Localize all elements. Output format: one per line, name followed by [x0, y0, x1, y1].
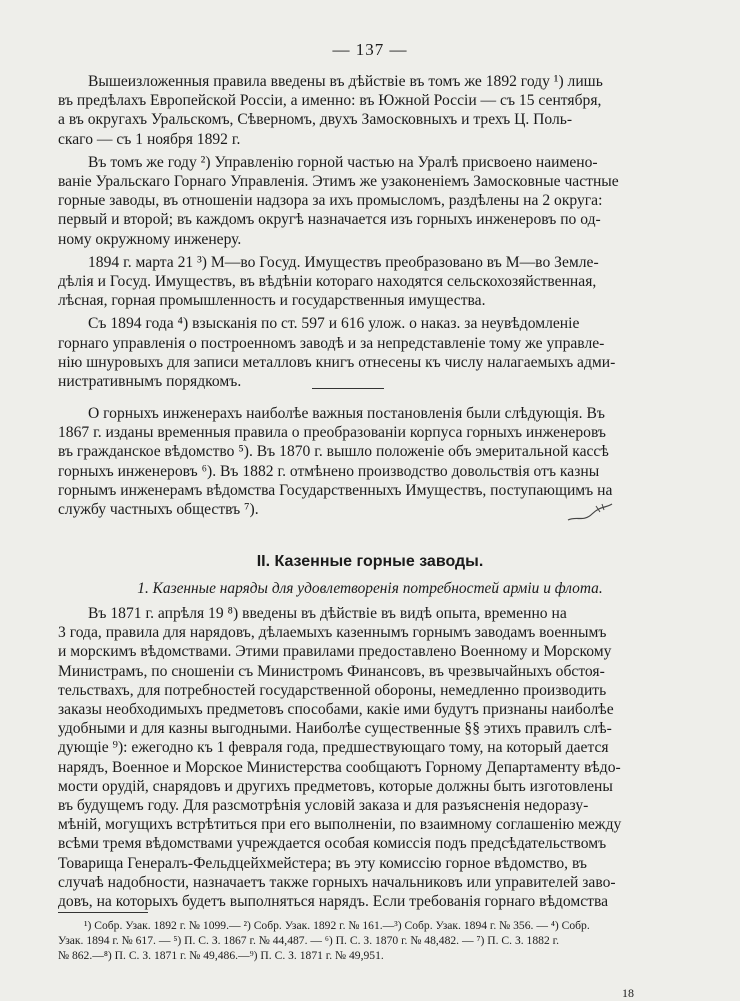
- text-line: а въ округахъ Уральскомъ, Сѣверномъ, двухъ Замосковныхъ и трехъ Ц. Поль-: [58, 111, 573, 129]
- footnote-line: Узак. 1894 г. № 617. — ⁵) П. С. З. 1867 г. № 44,487. — ⁶) П. С. З. 1870 г. № 48,482. — ⁷) П. С. З. 1882 г.: [58, 934, 559, 948]
- text-line: всѣми тремя вѣдомствами учреждается особая комиссія подъ предсѣдательствомъ: [58, 835, 607, 853]
- paragraph-state-orders: [58, 604, 686, 911]
- text-line: ному окружному инженеру.: [58, 230, 242, 248]
- text-line: горнымъ инженерамъ вѣдомства Государственныхъ Имуществъ, поступающимъ на: [58, 481, 613, 499]
- paragraphs-mining-rules: [58, 72, 686, 391]
- text-line: 1867 г. изданы временныя правила о преобразованіи корпуса горныхъ инженеровъ: [58, 424, 606, 442]
- text-line: службу частныхъ обществъ ⁷).: [58, 501, 259, 519]
- text-line: удобными и для казны выгодными. Наиболѣе существенные §§ этихъ правилъ слѣ-: [58, 720, 612, 738]
- text-line: нарядъ, Военное и Морское Министерства сообщаютъ Горному Департаменту вѣдо-: [58, 758, 621, 776]
- text-line: ваніе Уральскаго Горнаго Управленія. Этимъ же узаконеніемъ Замосковные частные: [58, 173, 619, 191]
- text-line: горнаго управленія о построенномъ заводѣ и за непредставленіе тому же управле-: [58, 334, 605, 352]
- text-line: Министрамъ, по сношеніи съ Министромъ Финансовъ, въ чрезвычайныхъ обстоя-: [58, 662, 605, 680]
- text-line: дующіе ⁹): ежегодно къ 1 февраля года, предшествующаго тому, на который дается: [58, 739, 609, 757]
- text-line: первый и второй; въ каждомъ округѣ назначается изъ горныхъ инженеровъ по од-: [58, 211, 601, 229]
- pencil-mark-icon: [566, 500, 614, 526]
- text-line: заказы необходимыхъ предметовъ способами, какіе ими будутъ признаны наиболѣе: [58, 701, 614, 719]
- text-line: тельствахъ, для потребностей государственной обороны, немедленно производить: [58, 681, 607, 699]
- sheet-number: 18: [622, 986, 634, 1000]
- text-line: мости орудій, снарядовъ и другихъ предметовъ, которые должны быть изготовлены: [58, 777, 613, 795]
- text-line: мѣній, могущихъ встрѣтиться при его выполненіи, по взаимному соглашенію между: [58, 816, 622, 834]
- footnotes: [58, 918, 694, 964]
- text-line: лѣсная, горная промышленность и государственныя имущества.: [58, 292, 486, 310]
- page-number: — 137 —: [332, 40, 408, 59]
- section-separator: [312, 388, 384, 389]
- text-line: довъ, на которыхъ будетъ выполняться нарядъ. Если требованія горнаго вѣдомства: [58, 893, 609, 911]
- text-line: 3 года, правила для нарядовъ, дѣлаемыхъ казеннымъ горнымъ заводамъ военнымъ: [58, 624, 607, 642]
- text-line: скаго — съ 1 ноября 1892 г.: [58, 130, 241, 148]
- text-line: въ гражданское вѣдомство ⁵). Въ 1870 г. вышло положеніе объ эмеритальной кассѣ: [58, 443, 609, 461]
- text-line: 1894 г. марта 21 ³) М—во Госуд. Имуществъ преобразовано въ М—во Земле-: [88, 253, 599, 271]
- subsection-title: 1. Казенные наряды для удовлетворенія потребностей арміи и флота.: [137, 580, 603, 597]
- text-line: нію шнуровыхъ для записи металловъ книгъ отнесены къ числу налагаемыхъ адми-: [58, 353, 616, 371]
- text-line: въ будущемъ году. Для разсмотрѣнія условій заказа и для разъясненія недоразу-: [58, 797, 589, 815]
- text-line: Вышеизложенныя правила введены въ дѣйствіе въ томъ же 1892 году ¹) лишь: [88, 73, 603, 90]
- text-line: случаѣ надобности, назначаетъ также горныхъ начальниковъ или управителей заво-: [58, 873, 616, 891]
- text-line: горные заводы, въ отношеніи надзора за ихъ промысломъ, раздѣлены на 2 округа:: [58, 192, 603, 210]
- footnote-line: № 862.—⁸) П. С. З. 1871 г. № 49,486.—⁹) П. С. З. 1871 г. № 49,951.: [58, 949, 384, 963]
- text-line: нистративнымъ порядкомъ.: [58, 373, 242, 391]
- text-line: О горныхъ инженерахъ наиболѣе важныя постановленія были слѣдующія. Въ: [88, 405, 605, 422]
- text-line: дѣлія и Госуд. Имуществъ, въ вѣдѣніи котораго находятся сельскохозяйственная,: [58, 273, 597, 291]
- text-line: въ предѣлахъ Европейской Россіи, а именно: въ Южной Россіи — съ 15 сентября,: [58, 92, 602, 110]
- text-line: Въ 1871 г. апрѣля 19 ⁸) введены въ дѣйствіе въ видѣ опыта, временно на: [88, 605, 567, 622]
- footnote-rule: [58, 912, 148, 913]
- text-line: и морскимъ вѣдомствами. Этими правилами предоставлено Военному и Морскому: [58, 643, 612, 661]
- text-line: Въ томъ же году ²) Управленію горной частью на Уралѣ присвоено наимено-: [88, 153, 598, 171]
- text-line: Товарища Генералъ-Фельдцейхмейстера; въ эту комиссію горное вѣдомство, въ: [58, 854, 587, 872]
- section-title: II. Казенные горные заводы.: [256, 553, 484, 570]
- footnote-line: ¹) Собр. Узак. 1892 г. № 1099.— ²) Собр. Узак. 1892 г. № 161.—³) Собр. Узак. 1894 г. № 356. — ⁴) Собр.: [84, 919, 590, 932]
- text-line: Съ 1894 года ⁴) взысканія по ст. 597 и 616 улож. о наказ. за неувѣдомленіе: [88, 315, 580, 333]
- text-line: горныхъ инженеровъ ⁶). Въ 1882 г. отмѣнено производство довольствія отъ казны: [58, 462, 600, 480]
